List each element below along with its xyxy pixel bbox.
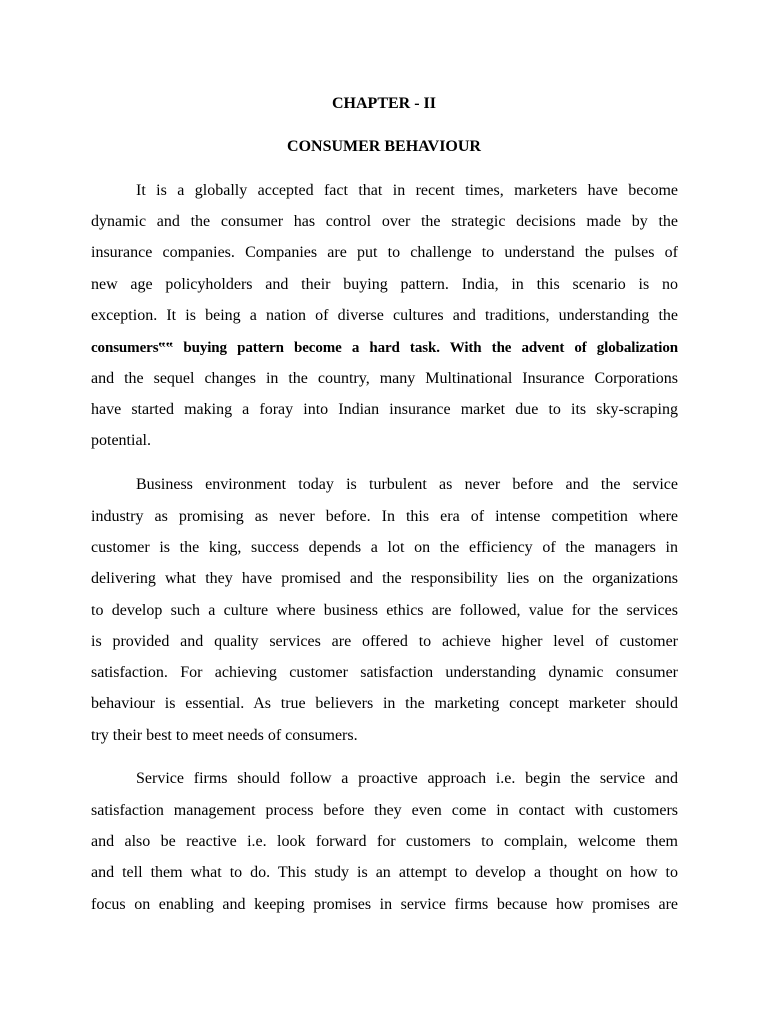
- paragraph-line: have started making a foray into Indian insurance market due to its sky-scraping: [91, 401, 678, 418]
- paragraph-line: new age policyholders and their buying pattern. India, in this scenario is no: [91, 276, 678, 293]
- paragraph-line: try their best to meet needs of consumers.: [91, 727, 358, 744]
- paragraph-line: Business environment today is turbulent as never before and the service: [136, 476, 678, 493]
- paragraph-line: dynamic and the consumer has control over the strategic decisions made by the: [91, 213, 678, 230]
- paragraph-line: It is a globally accepted fact that in recent times, marketers have become: [136, 182, 678, 199]
- paragraph-line: behaviour is essential. As true believers in the marketing concept marketer should: [91, 695, 678, 712]
- paragraph-line: industry as promising as never before. In this era of intense competition where: [91, 508, 678, 525]
- paragraph-line: focus on enabling and keeping promises in service firms because how promises are: [91, 896, 678, 913]
- paragraph-line: delivering what they have promised and the responsibility lies on the organizations: [91, 570, 678, 587]
- paragraph-line: satisfaction. For achieving customer satisfaction understanding dynamic consumer: [91, 664, 678, 681]
- chapter-title: CONSUMER BEHAVIOUR: [287, 138, 481, 155]
- chapter-heading: CHAPTER - II: [331, 95, 436, 112]
- paragraph-line: is provided and quality services are offered to achieve higher level of customer: [91, 633, 678, 650]
- paragraph-line: to develop such a culture where business ethics are followed, value for the services: [91, 602, 678, 619]
- paragraph-line: and the sequel changes in the country, many Multinational Insurance Corporations: [91, 370, 678, 387]
- paragraph-line: potential.: [91, 432, 151, 449]
- paragraph-line: and tell them what to do. This study is an attempt to develop a thought on how to: [91, 864, 678, 881]
- paragraph-line: consumers‟‟ buying pattern become a hard task. With the advent of globalization: [91, 340, 678, 356]
- paragraph-line: exception. It is being a nation of diverse cultures and traditions, understanding the: [91, 307, 678, 324]
- paragraph-line: insurance companies. Companies are put to challenge to understand the pulses of: [91, 244, 678, 261]
- paragraph-line: Service firms should follow a proactive approach i.e. begin the service and: [136, 770, 678, 787]
- paragraph-line: satisfaction management process before they even come in contact with customers: [91, 802, 678, 819]
- paragraph-line: and also be reactive i.e. look forward for customers to complain, welcome them: [91, 833, 678, 850]
- paragraph-line: customer is the king, success depends a lot on the efficiency of the managers in: [91, 539, 678, 556]
